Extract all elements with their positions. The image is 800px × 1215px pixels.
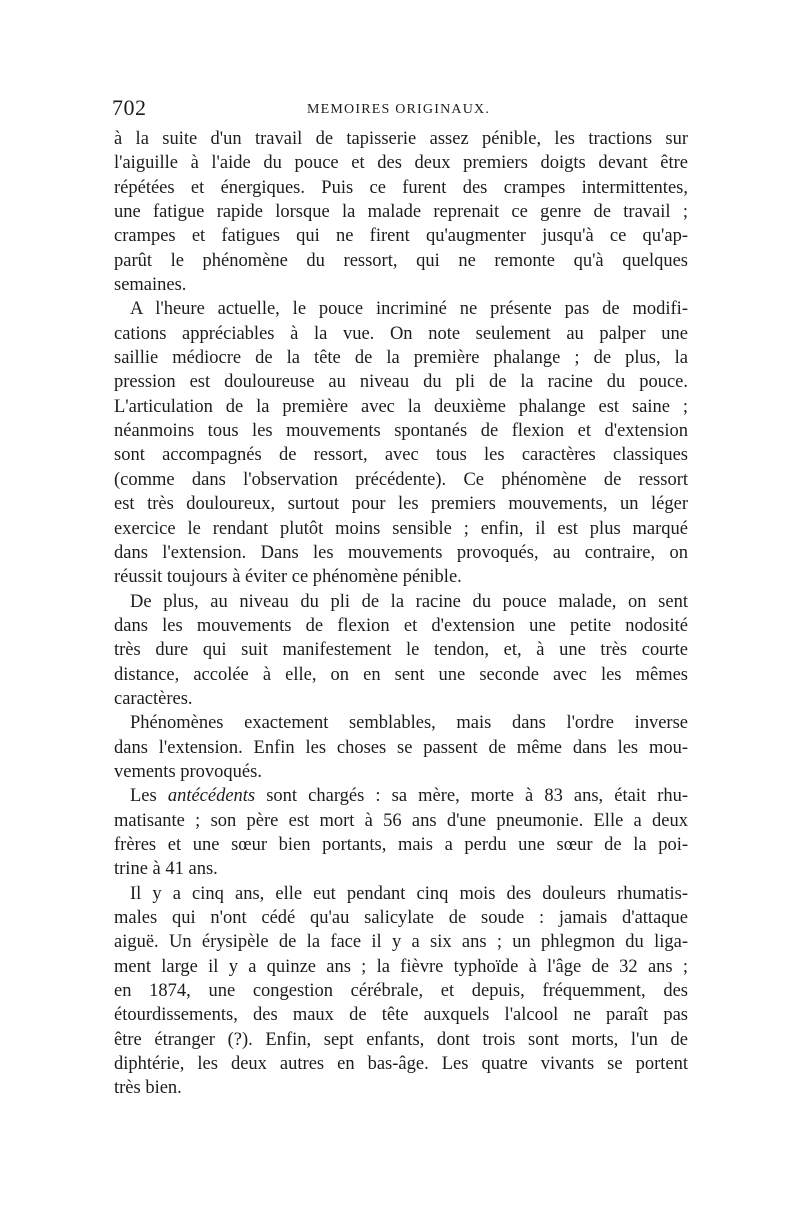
text-line: ment large il y a quinze ans ; la fièvre typhoïde à l'âge de 32 ans ; — [114, 956, 688, 977]
text-line: dans les mouvements de flexion et d'extension une petite nodosité — [114, 615, 688, 636]
text-line: être étranger (?). Enfin, sept enfants, dont trois sont morts, l'un de — [114, 1029, 688, 1050]
text-line: cations appréciables à la vue. On note seulement au palper une — [114, 323, 688, 344]
text-line: réussit toujours à éviter ce phénomène pénible. — [114, 567, 462, 588]
text-line: (comme dans l'observation précédente). Ce phénomène de ressort — [114, 469, 688, 490]
text-line: une fatigue rapide lorsque la malade reprenait ce genre de travail ; — [114, 202, 688, 223]
text-line: exercice le rendant plutôt moins sensible ; enfin, il est plus marqué — [114, 518, 688, 539]
text-line: très dure qui suit manifestement le tendon, et, à une très courte — [114, 640, 688, 661]
text-line: L'articulation de la première avec la deuxième phalange est saine ; — [114, 396, 688, 417]
text-line: est très douloureux, surtout pour les premiers mouvements, un léger — [114, 494, 688, 515]
text-line: males qui n'ont cédé qu'au salicylate de soude : jamais d'attaque — [114, 908, 688, 928]
text-line: à la suite d'un travail de tapisserie assez pénible, les tractions sur — [114, 129, 688, 149]
text-line: saillie médiocre de la tête de la première phalange ; de plus, la — [114, 348, 688, 369]
text-line: dans l'extension. Dans les mouvements provoqués, au contraire, on — [114, 542, 688, 563]
text-line: distance, accolée à elle, on en sent une seconde avec les mêmes — [114, 664, 688, 685]
text-line: néanmoins tous les mouvements spontanés de flexion et d'extension — [114, 421, 688, 442]
text-line: matisante ; son père est mort à 56 ans d'une pneumonie. Elle a deux — [114, 810, 688, 831]
text-line: parût le phénomène du ressort, qui ne remonte qu'à quelques — [114, 250, 688, 271]
text-line: De plus, au niveau du pli de la racine du pouce malade, on sent — [130, 591, 688, 612]
text-line: A l'heure actuelle, le pouce incriminé ne présente pas de modifi- — [130, 299, 688, 320]
text-line: Il y a cinq ans, elle eut pendant cinq mois des douleurs rhumatis- — [130, 883, 688, 904]
text-line: pression est douloureuse au niveau du pli de la racine du pouce. — [114, 372, 688, 393]
text-line: semaines. — [114, 275, 187, 296]
page-number: 702 — [112, 95, 147, 120]
text-line: diphtérie, les deux autres en bas-âge. Les quatre vivants se portent — [114, 1054, 688, 1075]
text-line: trine à 41 ans. — [114, 859, 218, 880]
text-line: caractères. — [114, 688, 193, 709]
text-line: l'aiguille à l'aide du pouce et des deux premiers doigts devant être — [114, 153, 688, 174]
running-title: MEMOIRES ORIGINAUX. — [307, 102, 491, 117]
inline-word: Les — [130, 786, 157, 807]
text-line: vements provoqués. — [114, 761, 262, 782]
body-text — [114, 127, 688, 1101]
text-line: crampes et fatigues qui ne firent qu'augmenter jusqu'à ce qu'ap- — [114, 226, 688, 247]
text-line: frères et une sœur bien portants, mais a perdu une sœur de la poi- — [114, 834, 688, 855]
text-line: répétées et énergiques. Puis ce furent des crampes intermittentes, — [114, 177, 688, 198]
text-line: aiguë. Un érysipèle de la face il y a six ans ; un phlegmon du liga- — [114, 932, 688, 953]
text-line — [114, 784, 688, 808]
text-line: en 1874, une congestion cérébrale, et depuis, fréquemment, des — [114, 981, 688, 1002]
text-line: dans l'extension. Enfin les choses se passent de même dans les mou- — [114, 737, 688, 758]
italic-term-antecedents: antécédents — [167, 786, 256, 807]
text-line: très bien. — [114, 1078, 182, 1099]
text-line: sont accompagnés de ressort, avec tous les caractères classiques — [114, 445, 688, 466]
text-line: Phénomènes exactement semblables, mais dans l'ordre inverse — [130, 713, 688, 734]
text-line: étourdissements, des maux de tête auxquels l'alcool ne paraît pas — [114, 1005, 688, 1026]
running-head — [112, 96, 688, 126]
text-line-rest: sont chargés : sa mère, morte à 83 ans, était rhu- — [266, 786, 689, 807]
